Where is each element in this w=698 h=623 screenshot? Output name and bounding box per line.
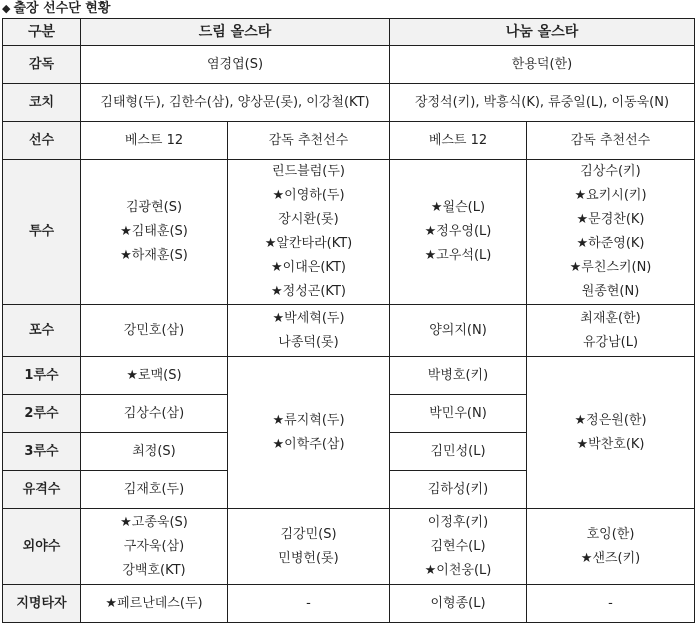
dream-best-header: 베스트 12 xyxy=(81,122,228,160)
player-name: ★이천웅(L) xyxy=(424,562,492,578)
header-row xyxy=(3,19,695,46)
label-outfield: 외야수 xyxy=(3,509,81,585)
row-manager xyxy=(3,46,695,84)
nanum-pick-infielders xyxy=(527,357,695,509)
player-name: ★알칸타라(KT) xyxy=(264,236,353,251)
player-name: ★하재훈(S) xyxy=(120,248,188,263)
dream-pick-dh: - xyxy=(228,585,390,623)
diamond-bullet-icon: ◆ xyxy=(2,2,11,15)
player-name: ★요키시(키) xyxy=(574,188,647,203)
row-catcher xyxy=(3,305,695,357)
dream-pick-header: 감독 추천선수 xyxy=(228,122,390,160)
player-name: 장시환(롯) xyxy=(278,212,339,227)
nanum-best-third-base: 김민성(L) xyxy=(390,433,527,471)
dream-best-shortstop: 김재호(두) xyxy=(81,471,228,509)
row-first-base xyxy=(3,357,695,395)
dream-best-catcher: 강민호(삼) xyxy=(81,305,228,357)
row-pitcher xyxy=(3,160,695,305)
row-designated-hitter xyxy=(3,585,695,623)
label-first-base: 1루수 xyxy=(3,357,81,395)
row-players xyxy=(3,122,695,160)
nanum-pick-dh: - xyxy=(527,585,695,623)
player-name: 유강남(L) xyxy=(582,334,639,350)
nanum-manager: 한용덕(한) xyxy=(390,46,695,84)
label-second-base: 2루수 xyxy=(3,395,81,433)
label-manager: 감독 xyxy=(3,46,81,84)
player-name: 김상수(키) xyxy=(580,164,641,179)
label-coach: 코치 xyxy=(3,84,81,122)
player-name: 이정후(키) xyxy=(427,514,489,530)
dream-best-pitchers xyxy=(81,160,228,305)
label-third-base: 3루수 xyxy=(3,433,81,471)
dream-best-third-base: 최정(S) xyxy=(81,433,228,471)
dream-best-second-base: 김상수(삼) xyxy=(81,395,228,433)
dream-manager: 염경엽(S) xyxy=(81,46,390,84)
player-name: ★이영하(두) xyxy=(272,188,345,203)
nanum-best-outfielders xyxy=(390,509,527,585)
player-name: ★이대은(KT) xyxy=(271,260,346,275)
player-name: 김강민(S) xyxy=(280,526,337,542)
player-name: 김현수(L) xyxy=(430,538,486,554)
dream-pick-outfielders xyxy=(228,509,390,585)
nanum-coaches: 장정석(키), 박흥식(K), 류중일(L), 이동욱(N) xyxy=(390,84,695,122)
player-name: 민병헌(롯) xyxy=(278,550,339,566)
header-group: 구분 xyxy=(3,19,81,46)
player-name: 나종덕(롯) xyxy=(278,334,339,350)
dream-best-dh: ★페르난데스(두) xyxy=(81,585,228,623)
player-name: 구자욱(삼) xyxy=(123,538,185,554)
player-name: 강백호(KT) xyxy=(122,562,186,578)
player-name: ★류지혁(두) xyxy=(272,412,345,428)
dream-coaches: 김태형(두), 김한수(삼), 양상문(롯), 이강철(KT) xyxy=(81,84,390,122)
nanum-best-header: 베스트 12 xyxy=(390,122,527,160)
player-name: ★루친스키(N) xyxy=(569,260,652,275)
nanum-best-second-base: 박민우(N) xyxy=(390,395,527,433)
nanum-best-pitchers xyxy=(390,160,527,305)
player-name: 린드블럼(두) xyxy=(272,164,345,179)
dream-pick-pitchers xyxy=(228,160,390,305)
player-name: ★정성곤(KT) xyxy=(271,284,346,299)
player-name: ★김태훈(S) xyxy=(120,224,188,239)
label-shortstop: 유격수 xyxy=(3,471,81,509)
nanum-pick-catchers xyxy=(527,305,695,357)
player-name: 호잉(한) xyxy=(586,526,635,542)
player-name: ★문경찬(K) xyxy=(576,212,645,227)
nanum-pick-header: 감독 추천선수 xyxy=(527,122,695,160)
dream-pick-catchers xyxy=(228,305,390,357)
roster-table xyxy=(2,18,695,623)
nanum-best-catcher: 양의지(N) xyxy=(390,305,527,357)
player-name: ★윌슨(L) xyxy=(430,200,486,215)
player-name: 김광현(S) xyxy=(125,200,183,215)
dream-best-outfielders xyxy=(81,509,228,585)
player-name: ★고우석(L) xyxy=(424,248,492,263)
player-name: ★정우영(L) xyxy=(424,224,492,239)
label-catcher: 포수 xyxy=(3,305,81,357)
player-name: 최재훈(한) xyxy=(580,310,641,326)
header-nanum: 나눔 올스타 xyxy=(390,19,695,46)
row-outfield xyxy=(3,509,695,585)
player-name: ★박세혁(두) xyxy=(272,310,345,326)
dream-best-first-base: ★로맥(S) xyxy=(81,357,228,395)
section-title xyxy=(2,0,110,18)
label-pitcher: 투수 xyxy=(3,160,81,305)
nanum-pick-outfielders xyxy=(527,509,695,585)
nanum-best-first-base: 박병호(키) xyxy=(390,357,527,395)
header-dream: 드림 올스타 xyxy=(81,19,390,46)
player-name: ★정은원(한) xyxy=(574,412,647,428)
player-name: 원종현(N) xyxy=(581,284,640,299)
section-title-text: 출장 선수단 현황 xyxy=(13,1,111,16)
nanum-best-dh: 이형종(L) xyxy=(390,585,527,623)
nanum-best-shortstop: 김하성(키) xyxy=(390,471,527,509)
player-name: ★고종욱(S) xyxy=(120,514,188,530)
label-players: 선수 xyxy=(3,122,81,160)
player-name: ★샌즈(키) xyxy=(580,550,641,566)
dream-pick-infielders xyxy=(228,357,390,509)
player-name: ★박찬호(K) xyxy=(576,436,645,452)
player-name: ★하준영(K) xyxy=(576,236,645,251)
label-designated-hitter: 지명타자 xyxy=(3,585,81,623)
player-name: ★이학주(삼) xyxy=(272,436,345,452)
row-coach xyxy=(3,84,695,122)
nanum-pick-pitchers xyxy=(527,160,695,305)
